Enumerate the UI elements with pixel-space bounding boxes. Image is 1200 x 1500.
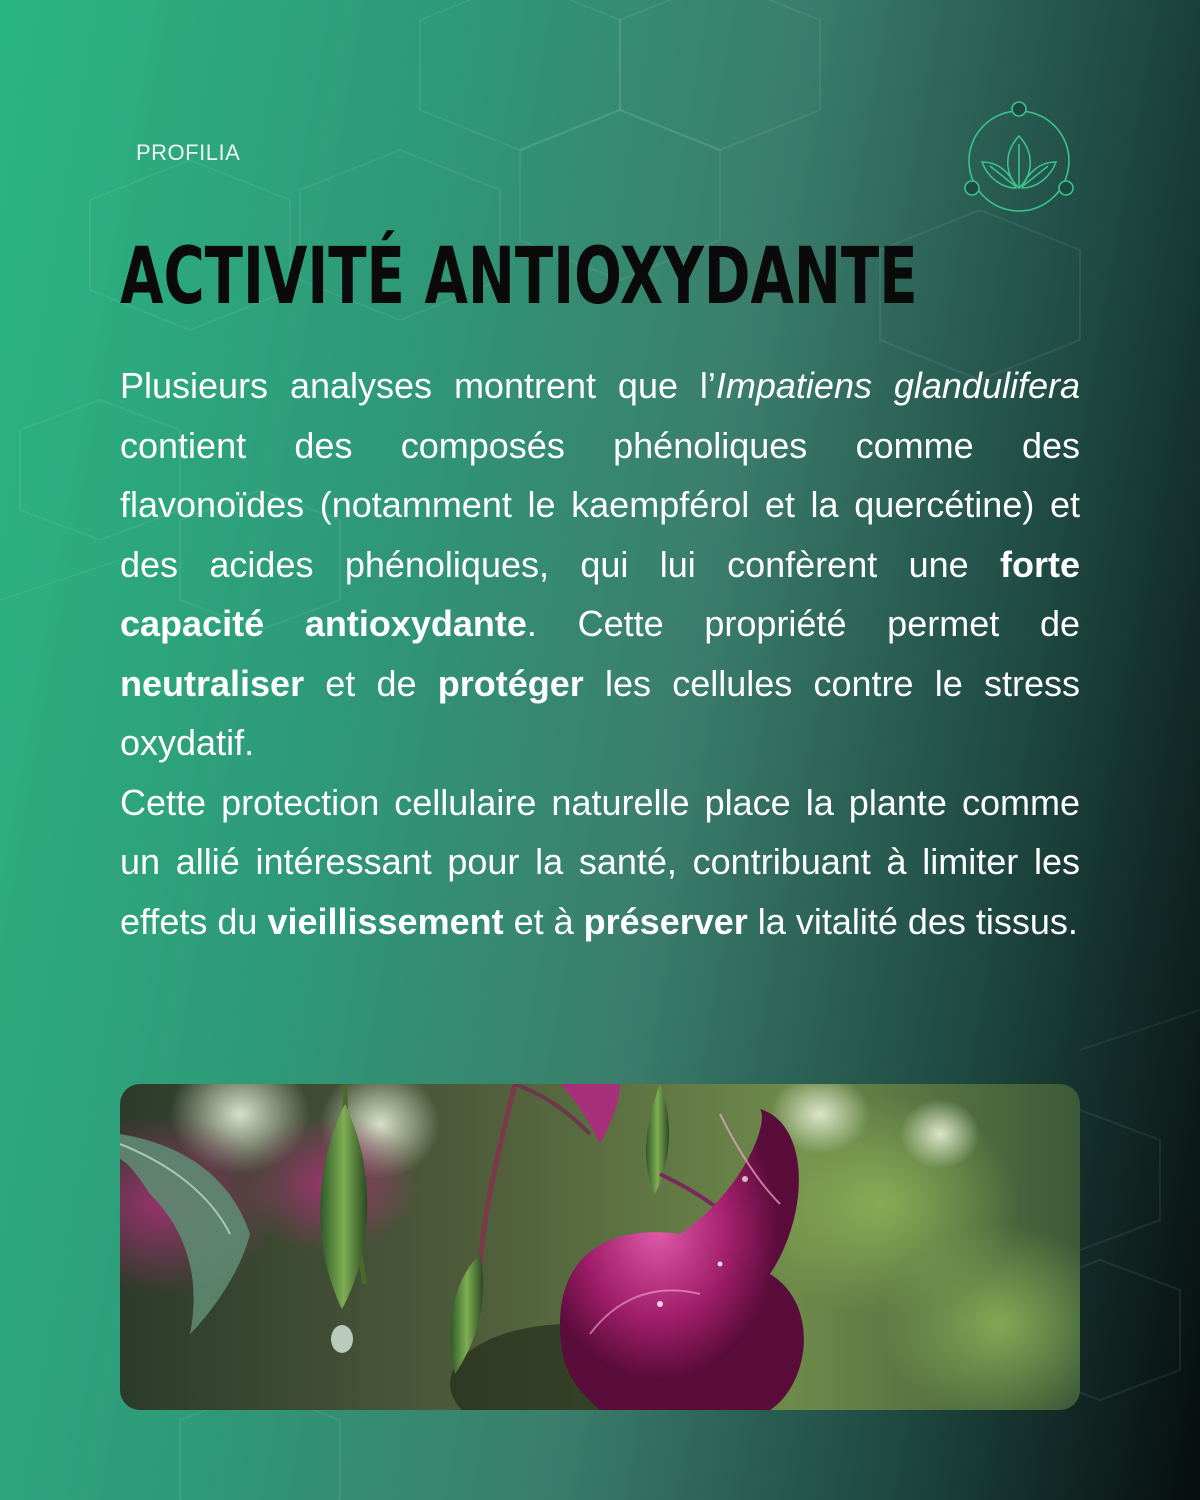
bold-phrase: préserver — [583, 900, 748, 942]
page-title: ACTIVITÉ ANTIOXYDANTE — [120, 232, 918, 322]
text-span: . Cette propriété permet de — [526, 603, 1080, 644]
impatiens-flower-photo — [120, 1084, 1080, 1410]
italic-species-name: Impatiens glandulifera — [715, 365, 1081, 406]
text-span: et à — [503, 900, 584, 942]
body-text — [120, 356, 1080, 951]
bold-phrase: forte capacité antioxydante — [120, 543, 1080, 644]
paragraph-1 — [120, 356, 1080, 773]
text-span: et de — [304, 662, 438, 704]
text-span: la vitalité des tissus. — [747, 900, 1078, 942]
bold-phrase: protéger — [437, 662, 584, 704]
paragraph-2 — [120, 773, 1080, 952]
bold-phrase: neutraliser — [120, 662, 305, 704]
brand-name: PROFILIA — [136, 140, 241, 165]
leaves-circle-icon — [958, 100, 1080, 222]
text-span: contient des composés phénoliques comme des flavonoïdes (notamment le kaempférol et la quercétine) et des acides phénoliques, qui lui confèrent une — [120, 424, 1080, 585]
text-span: les cellules contre le stress oxydatif. — [120, 662, 1080, 763]
text-span: Plusieurs analyses montrent que l’ — [120, 365, 716, 406]
text-span: Cette protection cellulaire naturelle place la plante comme un allié intéressant pour la santé, contribuant à limiter les effets du — [120, 781, 1080, 942]
bold-phrase: vieillissement — [267, 900, 504, 942]
